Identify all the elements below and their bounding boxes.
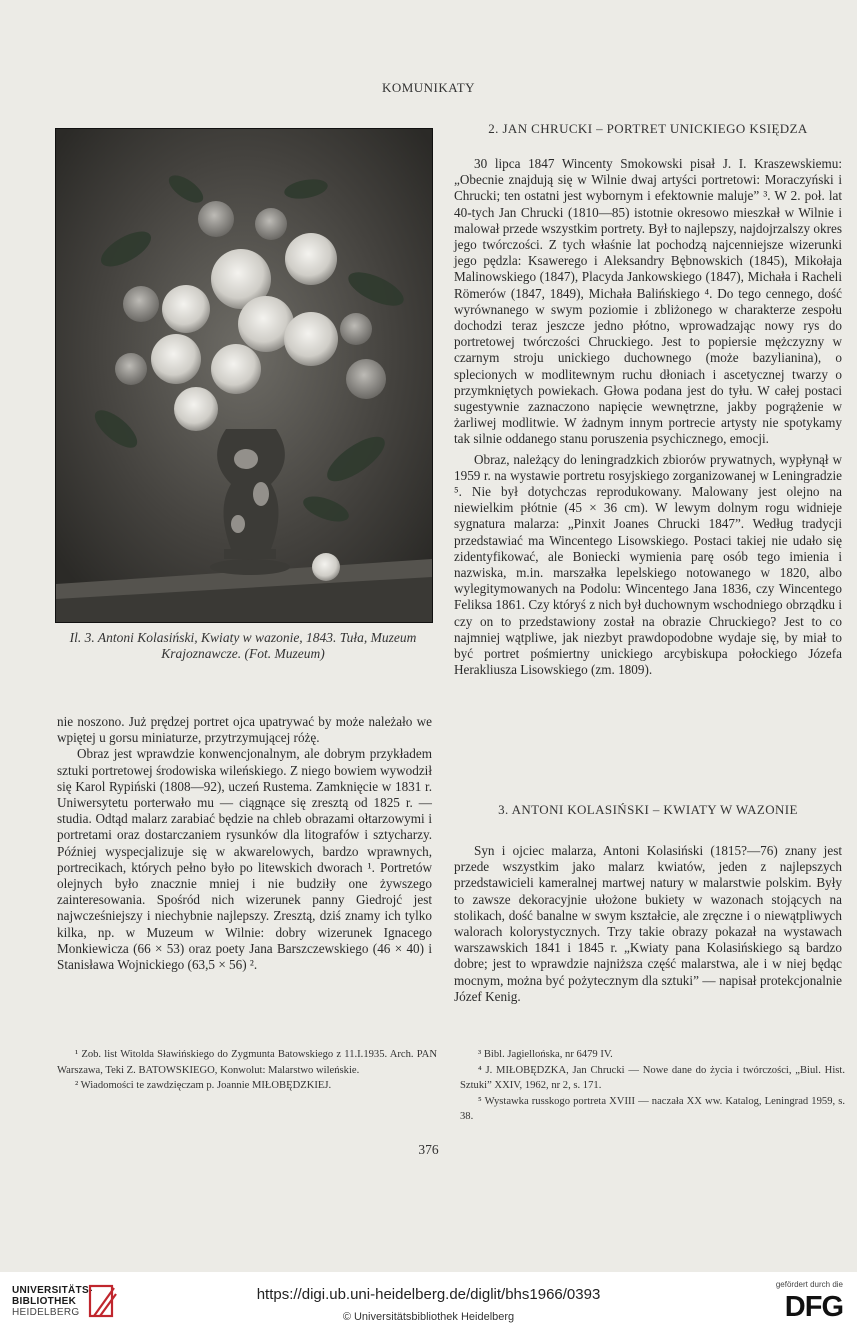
library-name-line: UNIVERSITÄTS- bbox=[12, 1285, 93, 1296]
section-heading-2: 2. JAN CHRUCKI – PORTRET UNICKIEGO KSIĘDZA bbox=[488, 121, 808, 136]
running-head: KOMUNIKATY bbox=[381, 80, 476, 95]
page-number: 376 bbox=[418, 1142, 439, 1157]
paragraph: Obraz jest wprawdzie konwencjonalnym, ale dobrym przykładem sztuki portretowej środowiska wileńskiego. Z niego bowiem wywodził się Karol Rypiński (1808—92), uczeń Rustema. Zamknięcie w 1831 r. Uniwersytetu porterwało mu — ciągnące się zresztą od 1825 r. — studia. Odtąd malarz zarabiać będzie na chleb obrazami ołtarzowymi i portretami oraz dostarczaniem rysunków dla litografów i sztycharzy. Później wyspecjalizuje się w akwarelowych, bardzo wprawnych, portrecikach, których pełno było po litewskich dworach ¹. Portretów olejnych było znacznie mniej i nie budziły one żywszego zainteresowania. Spośród nich wizerunek panny Giedrojć jest najwcześniejszy i niechybnie najlepszy. Zresztą, dziś znamy ich tylko kilka, np. w Muzeum w Wilnie: dobry wizerunek Ignacego Monkiewicza (66 × 53) oraz poety Jana Barszczewskiego (46 × 40) i Stanisława Wojnickiego (63,5 × 56) ². bbox=[57, 746, 432, 973]
paragraph: Syn i ojciec malarza, Antoni Kolasiński (1815?—76) znany jest przede wszystkim jako malarz kwiatów, jeden z najlepszych przedstawicieli kameralnej martwej natury w malarstwie polskim. Były to zawsze dekoracyjnie ułożone bukiety w wazonach stojących na stolikach, dość banalne w swym kształcie, ale zręczne i o niewątpliwych walorach kolorystycznych. Trzy takie obrazy pokazał na wystawach warszawskich 1841 i 1845 r. „Kwiaty pana Kolasińskiego są bardzo dobre; jest to wprawdzie najniższa część malarstwa, ale i w niej będąc mocnym, można być pożytecznym dla sztuki” — napisał protekcjonalnie Józef Kenig. bbox=[454, 843, 842, 1004]
library-banner bbox=[0, 1272, 857, 1334]
copyright-notice: © Universitätsbibliothek Heidelberg bbox=[342, 1311, 515, 1323]
section-3-text bbox=[454, 843, 842, 1005]
footnotes-right bbox=[460, 1047, 845, 1125]
paragraph: Obraz, należący do leningradzkich zbiorów prywatnych, wypłynął w 1959 r. na wystawie portretu rosyjskiego zorganizowanej w Leningradzie ⁵. Nie był dotychczas reprodukowany. Malowany jest olejno na niewielkim płótnie (45 × 36 cm). W lewym dolnym rogu widnieje sygnatura malarza: „Pinxit Joanes Chrucki 1847”. Według tradycji przedstawiać ma Wincentego Lisowskiego. Postaci takiej nie udało się zidentyfikować, ale Boniecki wymienia parę osób tego imienia i nazwiska, m.in. marszałka lepelskiego notowanego w 1820, albo wylegitymowanych na Podolu: Wincentego Jana 1836, czy Wincentego Feliksa 1861. Czy któryś z nich był duchownym wschodniego obrządku i czy on to przedstawiony został na obrazie Chruckiego? Jest to co najmniej wątpliwe, jak niezbyt prawdopodobne wydaje się, by miał to być portret pośmiertny unickiego arcybiskupa połockiego Józefa Herakliusza Lisowskiego (zm. 1809). bbox=[454, 451, 842, 678]
flower-painting-image bbox=[55, 128, 433, 623]
footnote: ² Wiadomości te zawdzięczam p. Joannie MIŁOBĘDZKIEJ. bbox=[75, 1080, 332, 1092]
footnotes-left bbox=[57, 1047, 437, 1094]
dfg-logo: DFG bbox=[784, 1291, 843, 1323]
section-heading-3: 3. ANTONI KOLASIŃSKI – KWIATY W WAZONIE bbox=[498, 802, 798, 817]
left-column-text bbox=[57, 714, 432, 973]
figure-caption: Il. 3. Antoni Kolasiński, Kwiaty w wazonie, 1843. Tuła, Muzeum Krajoznawcze. (Fot. Muzeum) bbox=[69, 630, 417, 661]
footnote: ¹ Zob. list Witolda Sławińskiego do Zygmunta Batowskiego z 11.I.1935. Arch. PAN Warszawa, Teki Z. BATOWSKIEGO, Konwolut: Malarstwo wileńskie. bbox=[57, 1049, 437, 1076]
paragraph: nie noszono. Już prędzej portret ojca upatrywać by może należało we wpiętej u gorsu miniaturze, przytrzymującej różę. bbox=[57, 714, 432, 746]
footnote: ⁴ J. MIŁOBĘDZKA, Jan Chrucki — Nowe dane do życia i twórczości, „Biul. Hist. Sztuki” XXIV, 1962, nr 2, s. 171. bbox=[460, 1064, 845, 1092]
library-name-line: HEIDELBERG bbox=[12, 1307, 80, 1318]
document-url-link[interactable]: https://digi.ub.uni-heidelberg.de/diglit/bhs1966/0393 bbox=[256, 1286, 601, 1303]
section-2-text bbox=[454, 156, 842, 679]
funding-note: gefördert durch die bbox=[775, 1280, 843, 1289]
library-name-line: BIBLIOTHEK bbox=[12, 1296, 77, 1307]
paragraph: 30 lipca 1847 Wincenty Smokowski pisał J. I. Kraszewskiemu: „Obecnie znajdują się w Wilnie dwaj artyści portretowi: Moraczyński i Chrucki; ten ostatni jest wybornym i efektownie maluje” ³. W 2. poł. lat 40-tych Jan Chrucki (1810—85) istotnie okresowo mieszkał w Wilnie i malował przede wszystkim portrety. Był to najlepszy, najdojrzalszy okres jego twórczości. Z tych właśnie lat pochodzą najcenniejsze wizerunki jego pędzla: Ksawerego i Aleksandry Bębnowskich (1845), Mikołaja Malinowskiego (1847), Placyda Jankowskiego (1847), Michała i Racheli Römerów (1847, 1849), Michała Balińskiego ⁴. Do tego cennego, dość wyrównanego w swym poziomie i zbliżonego w charakterze zespołu dochodzi teraz jeszcze jedno płótno, wprowadzając nowy rys do portretowej twórczości Chruckiego. Jest to popiersie mężczyzny w czarnym stroju unickiego duchownego (może bazylianina), o splecionych w modlitewnym ruchu dłoniach i ascetycznej twarzy o przymkniętych powiekach. Głowa podana jest do tyłu. W całej postaci sugestywnie zaznaczono napięcie wewnętrzne, jakby pogrążenie w żarliwej modlitwie. W żadnym innym portrecie artysty nie spotykamy tak silnie oddanego stanu poruszenia psychicznego, emocji. bbox=[454, 156, 842, 447]
footnote: ⁵ Wystawka russkogo portreta XVIII — naczała XX ww. Katalog, Leningrad 1959, s. 38. bbox=[460, 1095, 845, 1123]
footnote: ³ Bibl. Jagiellońska, nr 6479 IV. bbox=[478, 1049, 613, 1060]
